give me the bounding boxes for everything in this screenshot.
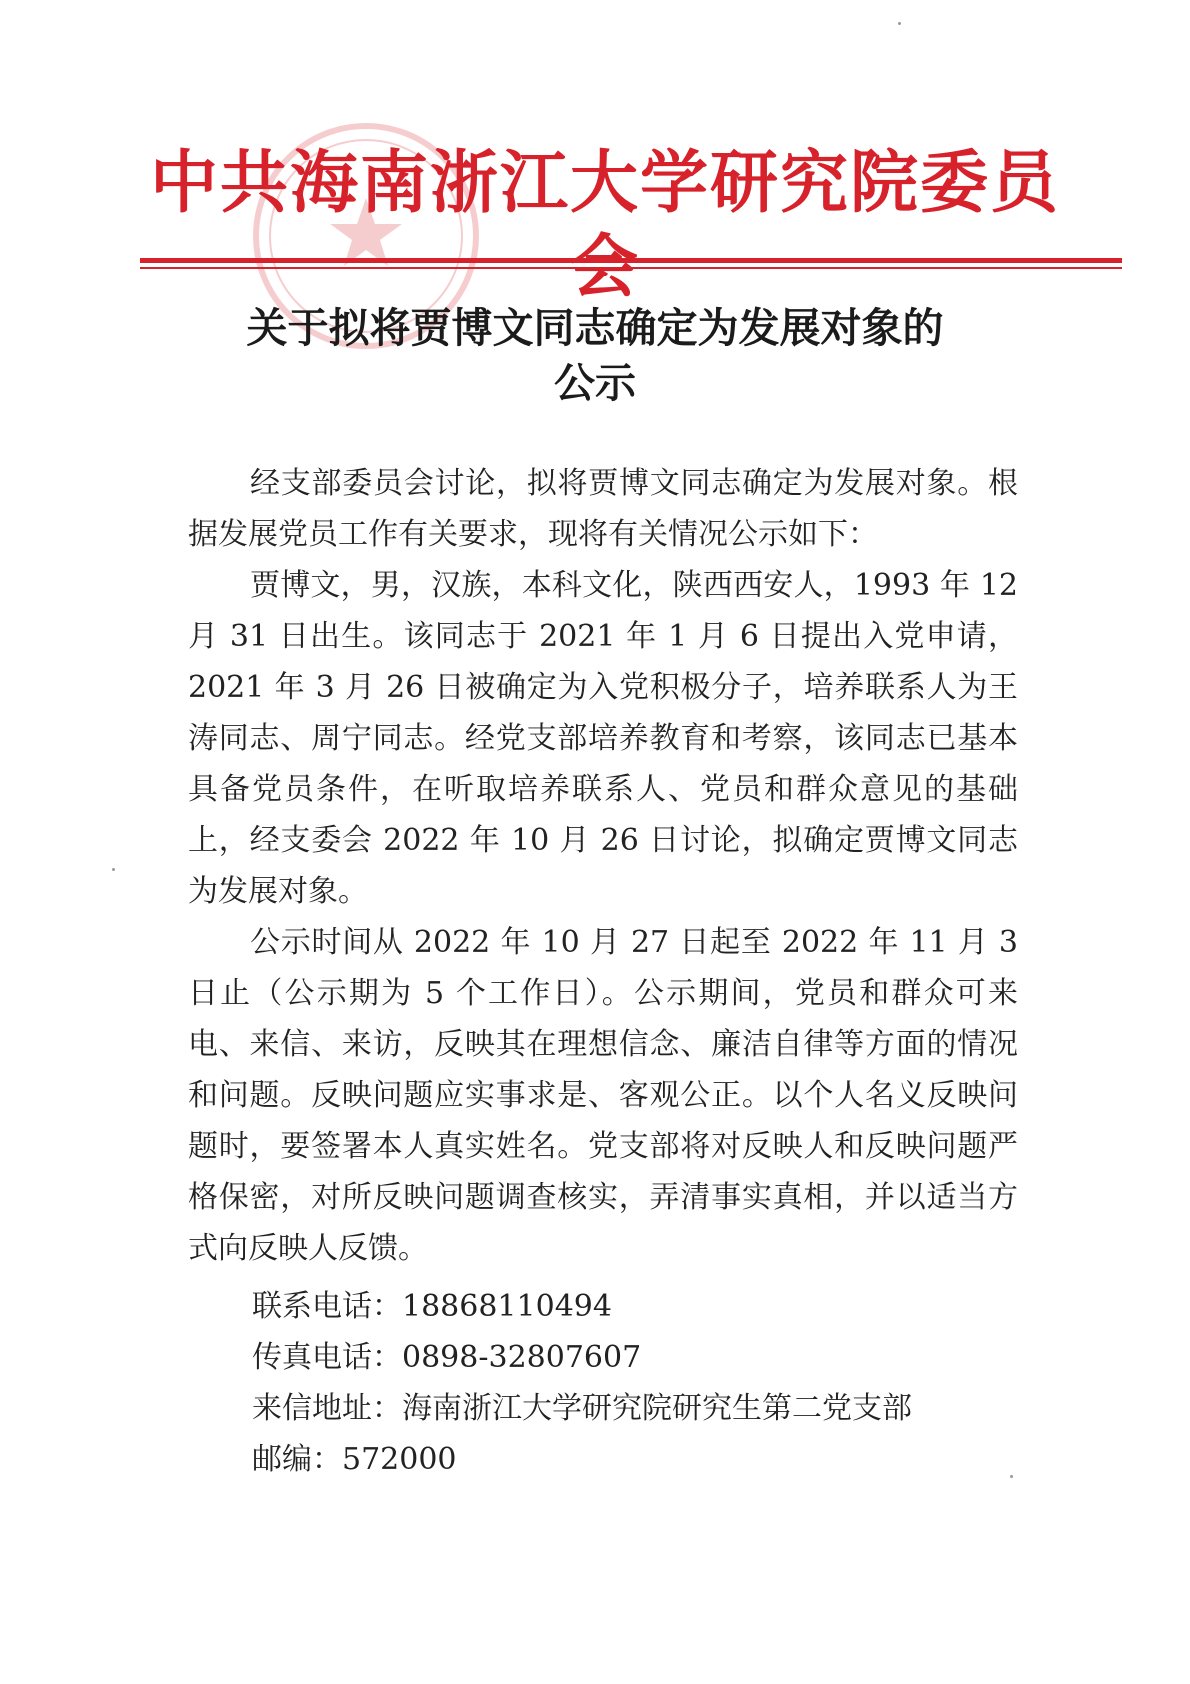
header-divider-thin	[140, 267, 1122, 269]
body-paragraph-intro: 经支部委员会讨论，拟将贾博文同志确定为发展对象。根据发展党员工作有关要求，现将有关情况公示如下：	[188, 466, 1018, 552]
body-paragraph-notice-period: 公示时间从 2022 年 10 月 27 日起至 2022 年 11 月 3 日止（公示期为 5 个工作日）。公示期间，党员和群众可来电、来信、来访，反映其在理想信念、廉洁自律等方面的情况和问题。反映问题应实事求是、客观公正。以个人名义反映问题时，要签署本人真实姓名。党支部将对反映人和反映问题严格保密，对所反映问题调查核实，弄清事实真相，并以适当方式向反映人反馈。	[188, 925, 1018, 1266]
scan-speck	[1010, 1475, 1013, 1478]
document-title-line-2: 公示	[554, 359, 636, 407]
scan-speck	[898, 22, 901, 25]
contact-phone: 联系电话：18868110494	[252, 1289, 612, 1324]
contact-address: 来信地址：海南浙江大学研究院研究生第二党支部	[252, 1391, 912, 1426]
contact-info	[252, 1281, 912, 1485]
document-body	[188, 458, 1018, 1274]
contact-fax: 传真电话：0898-32807607	[252, 1340, 642, 1375]
body-paragraph-profile: 贾博文，男，汉族，本科文化，陕西西安人，1993 年 12 月 31 日出生。该同志于 2021 年 1 月 6 日提出入党申请，2021 年 3 月 26 日被确定为入党积极分子，培养联系人为王涛同志、周宁同志。经党支部培养教育和考察，该同志已基本具备党员条件，在听取培养联系人、党员和群众意见的基础上，经支委会 2022 年 10 月 26 日讨论，拟确定贾博文同志为发展对象。	[188, 568, 1018, 909]
contact-postcode: 邮编：572000	[252, 1442, 457, 1477]
scan-speck	[112, 868, 115, 871]
header-divider-thick	[140, 258, 1122, 263]
organization-header: 中共海南浙江大学研究院委员	[149, 144, 1060, 223]
document-title-line-1: 关于拟将贾博文同志确定为发展对象的	[246, 304, 944, 352]
